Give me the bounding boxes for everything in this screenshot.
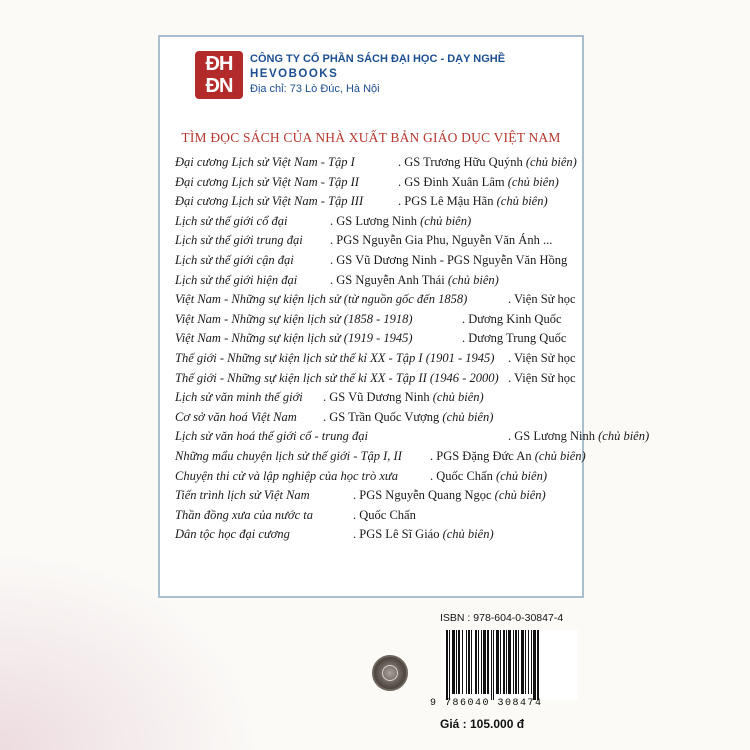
leader-dot: . — [353, 488, 360, 503]
book-author — [398, 175, 559, 190]
author-name: GS Trần Quốc Vượng — [329, 409, 440, 424]
leader-dot: . — [508, 292, 515, 307]
book-author — [353, 527, 494, 542]
author-name: PGS Đặng Đức An — [436, 449, 532, 463]
author-name: Viện Sử học — [514, 351, 576, 365]
leader-dot: . — [508, 351, 515, 365]
isbn-label: ISBN : 978-604-0-30847-4 — [440, 612, 564, 624]
book-title: Lịch sử thế giới cổ đại — [175, 213, 288, 228]
author-name: PGS Lê Mậu Hãn — [404, 194, 494, 209]
barcode-bar — [466, 630, 467, 694]
book-author — [430, 469, 547, 484]
logo-top-text: ĐH — [205, 53, 233, 75]
logo-bottom-text: ĐN — [205, 75, 233, 97]
leader-dot: . — [353, 527, 360, 542]
company-address: Địa chỉ: 73 Lò Đúc, Hà Nội — [250, 83, 380, 95]
barcode-bar — [493, 630, 494, 700]
book-row — [175, 331, 585, 351]
book-title: Lịch sử văn minh thế giới — [175, 390, 303, 405]
book-author — [462, 331, 566, 346]
leader-dot: . — [330, 213, 337, 228]
company-name: CÔNG TY CỔ PHẦN SÁCH ĐẠI HỌC - DẠY NGHỀ — [250, 53, 506, 65]
barcode-bar — [515, 630, 517, 694]
book-title: Dân tộc học đại cương — [175, 527, 290, 542]
barcode-bar — [528, 630, 529, 694]
book-row — [175, 175, 585, 195]
author-name: GS Trương Hữu Quýnh — [404, 155, 523, 169]
book-author — [430, 449, 586, 464]
book-author — [353, 488, 546, 503]
barcode-bar — [525, 630, 526, 694]
book-row — [175, 155, 585, 175]
leader-dot: . — [462, 331, 469, 346]
author-name: GS Lương Ninh — [336, 213, 417, 228]
brand-name: HEVOBOOKS — [250, 68, 339, 80]
book-title: Chuyện thi cử và lập nghiệp của học trò xưa — [175, 468, 398, 483]
barcode-bar — [458, 630, 460, 694]
book-row — [175, 292, 585, 312]
barcode-bar — [475, 630, 477, 694]
author-role: (chủ biên) — [432, 390, 484, 405]
author-name: Quốc Chấn — [436, 468, 493, 483]
book-title: Thế giới - Những sự kiện lịch sử thế kỉ XX - Tập II (1946 - 2000) — [175, 370, 499, 385]
book-author — [508, 371, 576, 386]
book-title: Việt Nam - Những sự kiện lịch sử (1858 - 1918) — [175, 311, 413, 326]
author-role: (chủ biên) — [442, 409, 494, 424]
book-title: Lịch sử thế giới trung đại — [175, 233, 303, 248]
book-author — [353, 508, 416, 523]
barcode-bar — [496, 630, 499, 694]
leader-dot: . — [398, 155, 405, 169]
author-role: (chủ biên) — [598, 429, 650, 444]
book-row — [175, 390, 585, 410]
barcode-bar — [487, 630, 489, 694]
barcode-bar — [531, 630, 532, 694]
book-author — [323, 410, 493, 425]
barcode-bar — [537, 630, 539, 700]
book-title: Thần đồng xưa của nước ta — [175, 507, 314, 522]
barcode-bar — [481, 630, 482, 694]
leader-dot: . — [330, 272, 337, 287]
author-name: GS Vũ Dương Ninh — [329, 390, 430, 405]
leader-dot: . — [508, 370, 515, 385]
book-author — [323, 390, 484, 405]
book-title: Những mẩu chuyện lịch sử thế giới - Tập I, II — [175, 449, 402, 463]
book-row — [175, 351, 585, 371]
leader-dot: . — [430, 468, 437, 483]
barcode-bar — [478, 630, 479, 694]
author-name: PGS Nguyễn Quang Ngọc — [359, 488, 492, 503]
barcode-bar — [468, 630, 470, 694]
book-title: Việt Nam - Những sự kiện lịch sử (từ nguồn gốc đến 1858) — [175, 292, 468, 307]
leader-dot: . — [330, 253, 337, 267]
barcode-bar — [449, 630, 450, 700]
book-title: Đại cương Lịch sử Việt Nam - Tập I — [175, 155, 355, 169]
barcode-bar — [508, 630, 511, 694]
barcode-bar — [518, 630, 519, 694]
author-role: (chủ biên) — [496, 194, 548, 209]
book-author — [508, 351, 576, 366]
book-row — [175, 469, 585, 489]
author-name: GS Đinh Xuân Lâm — [404, 174, 505, 189]
publisher-info — [250, 52, 505, 97]
book-author — [398, 155, 577, 170]
leader-dot: . — [353, 507, 360, 522]
barcode-bar — [471, 630, 472, 694]
book-title: Lịch sử thế giới hiện đại — [175, 272, 298, 287]
leader-dot: . — [430, 449, 437, 463]
barcode-bar — [446, 630, 448, 700]
author-role: (chủ biên) — [420, 213, 472, 228]
publisher-logo — [195, 51, 243, 99]
author-role: (chủ biên) — [495, 468, 547, 483]
book-row — [175, 273, 585, 293]
leader-dot: . — [398, 174, 405, 189]
list-heading: TÌM ĐỌC SÁCH CỦA NHÀ XUẤT BẢN GIÁO DỤC VIỆT NAM — [181, 130, 561, 145]
author-role: (chủ biên) — [447, 272, 499, 287]
barcode-bar — [483, 630, 486, 694]
book-row — [175, 449, 585, 469]
book-row — [175, 253, 585, 273]
barcode-bar — [491, 630, 492, 700]
book-row — [175, 508, 585, 528]
author-name: GS Nguyễn Anh Thái — [336, 272, 445, 287]
author-name: GS Lương Ninh — [514, 429, 595, 444]
book-title: Lịch sử văn hoá thế giới cổ - trung đại — [175, 429, 368, 444]
barcode — [442, 630, 578, 700]
author-role: (chủ biên) — [534, 449, 586, 463]
barcode-bar — [462, 630, 463, 694]
author-name: Dương Trung Quốc — [468, 331, 567, 346]
barcode-bar — [506, 630, 507, 694]
barcode-bar — [452, 630, 455, 694]
leader-dot: . — [462, 311, 469, 326]
book-title: Đại cương Lịch sử Việt Nam - Tập III — [175, 194, 364, 209]
book-author — [330, 253, 567, 268]
author-role: (chủ biên) — [507, 174, 559, 189]
author-role: (chủ biên) — [442, 527, 494, 542]
book-author — [462, 312, 562, 327]
book-row — [175, 488, 585, 508]
barcode-bar — [456, 630, 457, 694]
leader-dot: . — [398, 194, 405, 209]
barcode-digits: 9 786040 308474 — [430, 698, 543, 709]
publisher-seal-icon — [372, 655, 408, 691]
book-row — [175, 233, 585, 253]
price-label: Giá : 105.000 đ — [440, 717, 525, 731]
barcode-bar — [503, 630, 505, 694]
book-row — [175, 194, 585, 214]
barcode-bar — [513, 630, 514, 694]
book-author — [398, 194, 548, 209]
book-author — [330, 233, 552, 248]
author-name: GS Vũ Dương Ninh - PGS Nguyễn Văn Hồng — [336, 253, 568, 267]
book-author — [330, 273, 499, 288]
book-title: Thế giới - Những sự kiện lịch sử thế kỉ XX - Tập I (1901 - 1945) — [175, 351, 495, 365]
book-author — [508, 292, 576, 307]
leader-dot: . — [323, 409, 330, 424]
book-title: Việt Nam - Những sự kiện lịch sử (1919 - 1945) — [175, 331, 413, 346]
leader-dot: . — [323, 390, 330, 405]
book-row — [175, 312, 585, 332]
book-title: Tiến trình lịch sử Việt Nam — [175, 488, 310, 503]
book-author — [330, 214, 471, 229]
book-row — [175, 371, 585, 391]
leader-dot: . — [330, 233, 337, 248]
book-row — [175, 410, 585, 430]
barcode-bar — [533, 630, 536, 700]
author-name: PGS Nguyễn Gia Phu, Nguyễn Văn Ánh ... — [336, 233, 553, 248]
book-row — [175, 214, 585, 234]
author-name: Dương Kinh Quốc — [468, 311, 562, 326]
book-row — [175, 527, 585, 547]
author-name: Viện Sử học — [514, 370, 576, 385]
author-name: PGS Lê Sĩ Giáo — [359, 527, 440, 542]
author-name: Viện Sử học — [514, 292, 576, 307]
barcode-bar — [500, 630, 501, 694]
author-name: Quốc Chấn — [359, 507, 416, 522]
book-author — [508, 429, 649, 444]
barcode-bar — [521, 630, 524, 694]
book-title: Lịch sử thế giới cận đại — [175, 253, 294, 267]
book-title: Cơ sở văn hoá Việt Nam — [175, 409, 297, 424]
book-row — [175, 429, 650, 449]
author-role: (chủ biên) — [494, 488, 546, 503]
author-role: (chủ biên) — [525, 155, 577, 169]
leader-dot: . — [508, 429, 515, 444]
book-title: Đại cương Lịch sử Việt Nam - Tập II — [175, 174, 359, 189]
